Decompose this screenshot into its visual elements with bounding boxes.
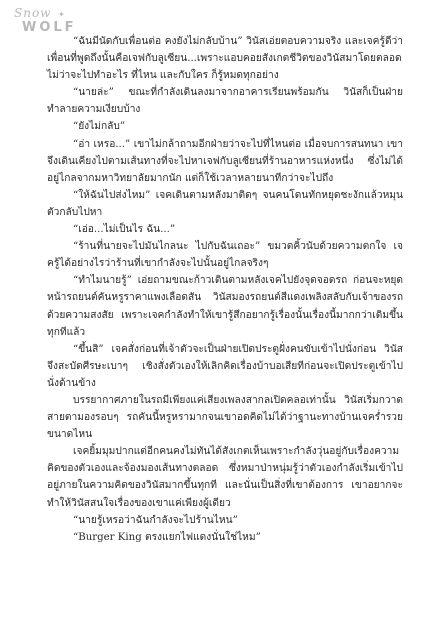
paragraph: “นายรู้เหรอว่าฉันกำลังจะไปร้านไหน” xyxy=(73,514,238,526)
paragraph: “ขึ้นสิ” เจคสั่งก่อนที่เจ้าตัวจะเป็นฝ่ายเปิดประตูฝั่งคนขับเข้าไปนั่งก่อน วินัสจึงสะบัดศีรษะเบาๆ เชิงสั่งตัวเองให้เลิกคิดเรื่องบ้าบอเสียทีก่อนจะเปิดประตูเข้าไปนั่งด้านข้าง xyxy=(47,343,403,389)
star-icon: ✦ xyxy=(58,10,65,19)
paragraph: เจคยิ้มมุมปากแต่อีกคนคงไม่ทันได้สังเกตเห็นเพราะกำลังวุ่นอยู่กับเรื่องความคิดของตัวเองและจ้องมองเส้นทางตลอด ซึ่งหมาป่าหนุ่มรู้ว่าตัวเองกำลังเริ่มเข้าไปอยู่ภายในความคิดของวินัสมากขึ้นทุกที และนั่นเป็นสิ่งที่เขาต้องการ เขาอยากจะทำให้วินัสสนใจเรื่องของเขาแค่เพียงผู้เดียว xyxy=(47,446,403,509)
paragraph: “นายล่ะ” ขณะที่กำลังเดินลงมาจากอาคารเรียนพร้อมกัน วินัสก็เป็นฝ่ายทำลายความเงียบบ้าง xyxy=(47,87,403,116)
paragraph: “เอ่อ...ไม่เป็นไร ฉัน...” xyxy=(73,224,176,236)
paragraph: “ร้านที่นายจะไปมันไกลนะ ไปกับฉันเถอะ” ขมวดคิ้วนับด้วยความตกใจ เจครู้ได้อย่างไรว่าร้านที่เขากำลังจะไปนั้นอยู่ไกลจริงๆ xyxy=(47,241,403,270)
paragraph: “ฉันมีนัดกับเพื่อนต่อ คงยังไม่กลับบ้าน” วินัสเอ่ยตอบความจริง และเจครู้ดีว่าเพื่อนที่พูดถึงนั้นคือเจฟกับลูเซียน...เพราะแอบคอยสังเกตชีวิตของวินัสมาโดยตลอด ไม่ว่าจะไปทำอะไร ที่ไหน และกับใคร ก็รู้หมดทุกอย่าง xyxy=(47,36,403,82)
paragraph: “ให้ฉันไปส่งไหม” เจคเดินตามหลังมาติดๆ จนคนโดนทักหยุดชะงักแล้วหมุนตัวกลับไปหา xyxy=(47,189,403,218)
paragraph: บรรยากาศภายในรถมีเพียงแค่เสียงเพลงสากลเปิดคลอเท่านั้น วินัสเริ่มกวาดสายตามองรอบๆ รถคันนี้หรูหรามากจนเขาอดคิดไม่ได้ว่าฐานะทางบ้านเจครํ่ารวยขนาดไหน xyxy=(47,394,403,441)
paragraph: “ยังไม่กลับ” xyxy=(73,121,126,133)
paragraph: “อ่า เหรอ...” เขาไม่กล้าถามอีกฝ่ายว่าจะไปที่ไหนต่อ เมื่อจบการสนทนา เขาจึงเดินเคียงไปตามเส้นทางที่จะไปหาเจฟกับลูเซียนที่ร้านอาหารแห่งหนึ่ง ซึ่งไม่ได้อยู่ไกลจากมหาวิทยาลัยมากนัก แต่ก็ใช้เวลาหลายนาทีกว่าจะไปถึง xyxy=(47,138,403,184)
logo-line1: Snow xyxy=(14,6,52,20)
logo-line2: WOLF xyxy=(22,20,77,35)
paragraph: “ทำไมนายรู้” เอ่ยถามขณะก้าวเดินตามหลังเจคไปยังจุดจอดรถ ก่อนจะหยุดหน้ารถยนต์คันหรูราคาแพงเลือดสัน วินัสมองรถยนต์สีแดงเพลิงสลับกับเจ้าของรถด้วยความสงสัย เพราะเจคกำลังทำให้เขารู้สึกอยากรู้เรื่องนั้นเรื่องนี้มากกว่าเดิมขึ้นทุกทีแล้ว xyxy=(47,275,403,338)
paragraph: “Burger King ตรงแยกไฟแดงนั่นใช่ไหม” xyxy=(73,531,261,543)
story-text xyxy=(47,33,403,546)
